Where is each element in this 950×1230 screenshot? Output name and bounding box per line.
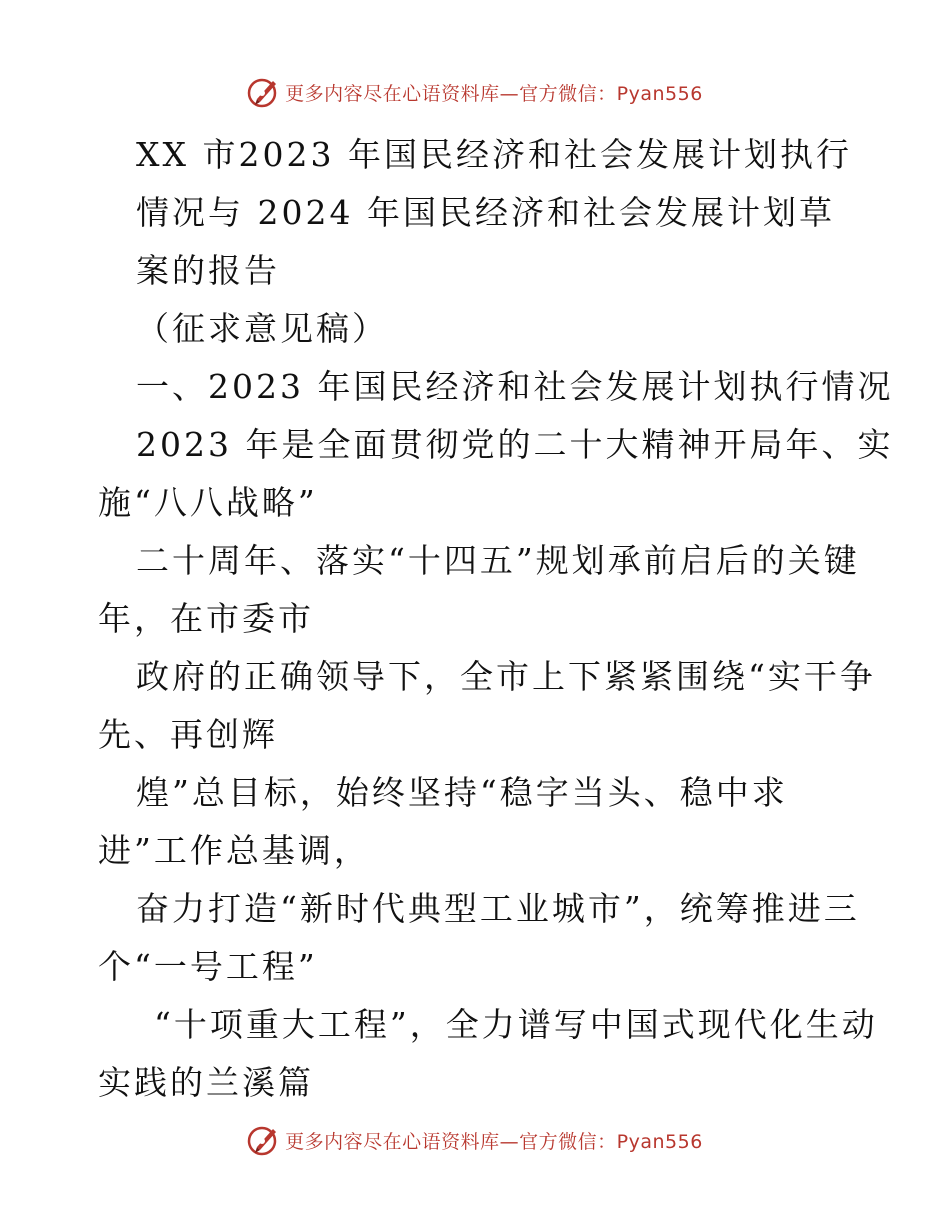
paragraph-line: “十项重大工程”，全力谱写中国式现代化生动	[154, 1005, 878, 1044]
title-line-2: 情况与 2024 年国民经济和社会发展计划草	[136, 193, 835, 232]
paragraph-line: 施“八八战略”	[98, 483, 318, 522]
document-body	[98, 126, 894, 1112]
paragraph-line: 奋力打造“新时代典型工业城市”，统筹推进三	[136, 889, 860, 928]
paragraph-line: 政府的正确领导下，全市上下紧紧围绕“实干争	[136, 657, 876, 696]
title-line-1: XX 市2023 年国民经济和社会发展计划执行	[136, 135, 852, 174]
paragraph-line: 先、再创辉	[98, 715, 278, 754]
paragraph-line: 个“一号工程”	[98, 947, 318, 986]
paragraph-line: 二十周年、落实“十四五”规划承前启后的关键	[136, 541, 860, 580]
watermark-text: 更多内容尽在心语资料库—官方微信：Pyan556	[285, 82, 703, 105]
watermark-header	[0, 72, 950, 112]
section-heading-1: 一、2023 年国民经济和社会发展计划执行情况	[136, 367, 894, 406]
watermark-footer	[0, 1120, 950, 1160]
quill-pen-icon	[247, 1123, 281, 1157]
paragraph-line: 年，在市委市	[98, 599, 314, 638]
watermark-text: 更多内容尽在心语资料库—官方微信：Pyan556	[285, 1130, 703, 1153]
paragraph-line: 煌”总目标，始终坚持“稳字当头、稳中求	[136, 773, 788, 812]
quill-pen-icon	[247, 75, 281, 109]
paragraph-line: 2023 年是全面贯彻党的二十大精神开局年、实	[136, 425, 894, 464]
paragraph-line: 实践的兰溪篇	[98, 1063, 314, 1102]
subtitle-draft: （征求意见稿）	[136, 309, 388, 348]
title-line-3: 案的报告	[136, 251, 280, 290]
paragraph-line: 进”工作总基调，	[98, 831, 370, 870]
